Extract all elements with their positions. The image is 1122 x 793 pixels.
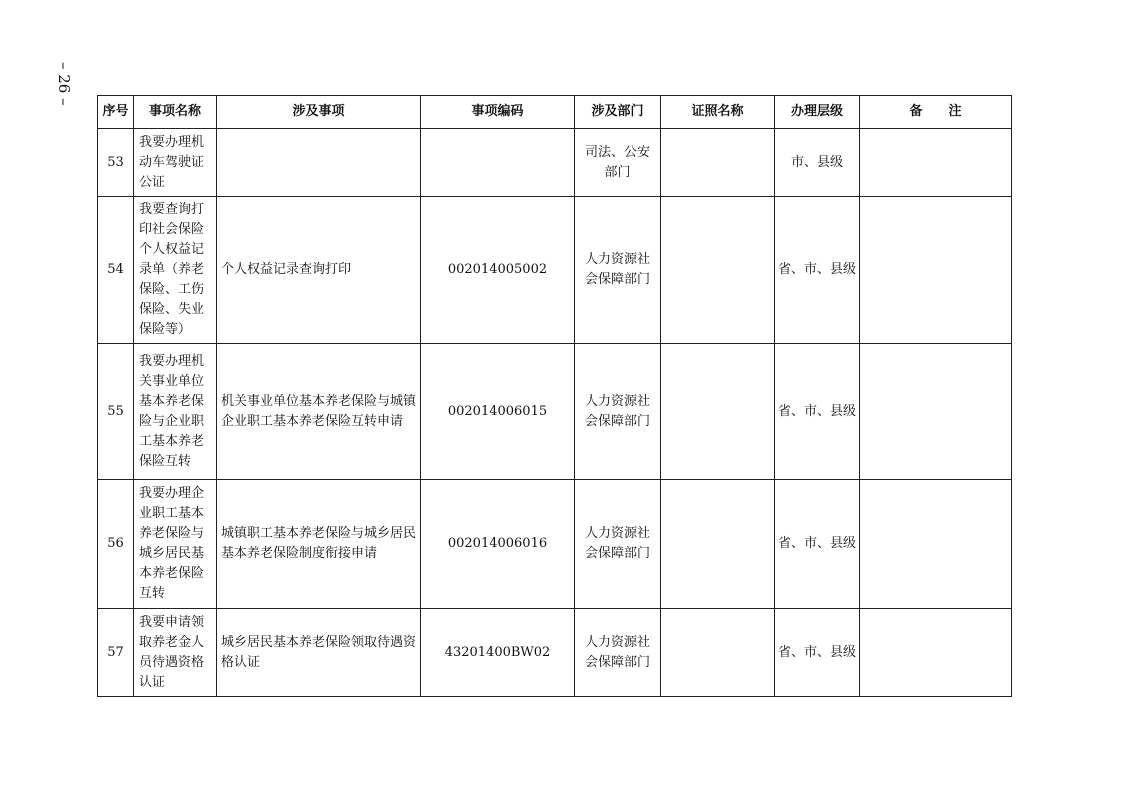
row-level: 省、市、县级 xyxy=(775,344,860,480)
row-items: 个人权益记录查询打印 xyxy=(217,197,421,344)
row-no: 54 xyxy=(98,197,134,344)
header-dept: 涉及部门 xyxy=(575,96,661,129)
table-row xyxy=(98,344,1012,480)
row-cert xyxy=(661,344,775,480)
table-row xyxy=(98,609,1012,697)
row-items xyxy=(217,129,421,197)
row-note xyxy=(860,129,1012,197)
table-row xyxy=(98,129,1012,197)
row-cert xyxy=(661,480,775,609)
row-name: 我要申请领取养老金人员待遇资格认证 xyxy=(134,609,217,697)
header-level: 办理层级 xyxy=(775,96,860,129)
row-note xyxy=(860,197,1012,344)
row-no: 53 xyxy=(98,129,134,197)
row-dept: 人力资源社会保障部门 xyxy=(575,344,661,480)
table-row xyxy=(98,197,1012,344)
header-code: 事项编码 xyxy=(421,96,575,129)
row-cert xyxy=(661,609,775,697)
row-name: 我要办理机动车驾驶证公证 xyxy=(134,129,217,197)
row-items: 机关事业单位基本养老保险与城镇企业职工基本养老保险互转申请 xyxy=(217,344,421,480)
header-items: 涉及事项 xyxy=(217,96,421,129)
row-cert xyxy=(661,197,775,344)
row-level: 市、县级 xyxy=(775,129,860,197)
header-note: 备 注 xyxy=(860,96,1012,129)
page-number: – 26 – xyxy=(55,62,73,106)
row-dept: 人力资源社会保障部门 xyxy=(575,480,661,609)
header-cert: 证照名称 xyxy=(661,96,775,129)
row-items: 城镇职工基本养老保险与城乡居民基本养老保险制度衔接申请 xyxy=(217,480,421,609)
row-dept: 人力资源社会保障部门 xyxy=(575,609,661,697)
table-header-row xyxy=(98,96,1012,129)
row-dept: 司法、公安部门 xyxy=(575,129,661,197)
header-name: 事项名称 xyxy=(134,96,217,129)
row-code xyxy=(421,129,575,197)
row-name: 我要办理企业职工基本养老保险与城乡居民基本养老保险互转 xyxy=(134,480,217,609)
matters-table xyxy=(97,95,1012,697)
row-dept: 人力资源社会保障部门 xyxy=(575,197,661,344)
table-row xyxy=(98,480,1012,609)
header-no: 序号 xyxy=(98,96,134,129)
row-code: 002014006015 xyxy=(421,344,575,480)
row-code: 002014006016 xyxy=(421,480,575,609)
row-no: 57 xyxy=(98,609,134,697)
row-items: 城乡居民基本养老保险领取待遇资格认证 xyxy=(217,609,421,697)
row-no: 55 xyxy=(98,344,134,480)
row-note xyxy=(860,480,1012,609)
row-cert xyxy=(661,129,775,197)
row-name: 我要办理机关事业单位基本养老保险与企业职工基本养老保险互转 xyxy=(134,344,217,480)
row-level: 省、市、县级 xyxy=(775,197,860,344)
row-level: 省、市、县级 xyxy=(775,609,860,697)
row-code: 43201400BW02 xyxy=(421,609,575,697)
row-code: 002014005002 xyxy=(421,197,575,344)
row-note xyxy=(860,609,1012,697)
row-name: 我要查询打印社会保险个人权益记录单（养老保险、工伤保险、失业保险等） xyxy=(134,197,217,344)
row-level: 省、市、县级 xyxy=(775,480,860,609)
row-no: 56 xyxy=(98,480,134,609)
row-note xyxy=(860,344,1012,480)
